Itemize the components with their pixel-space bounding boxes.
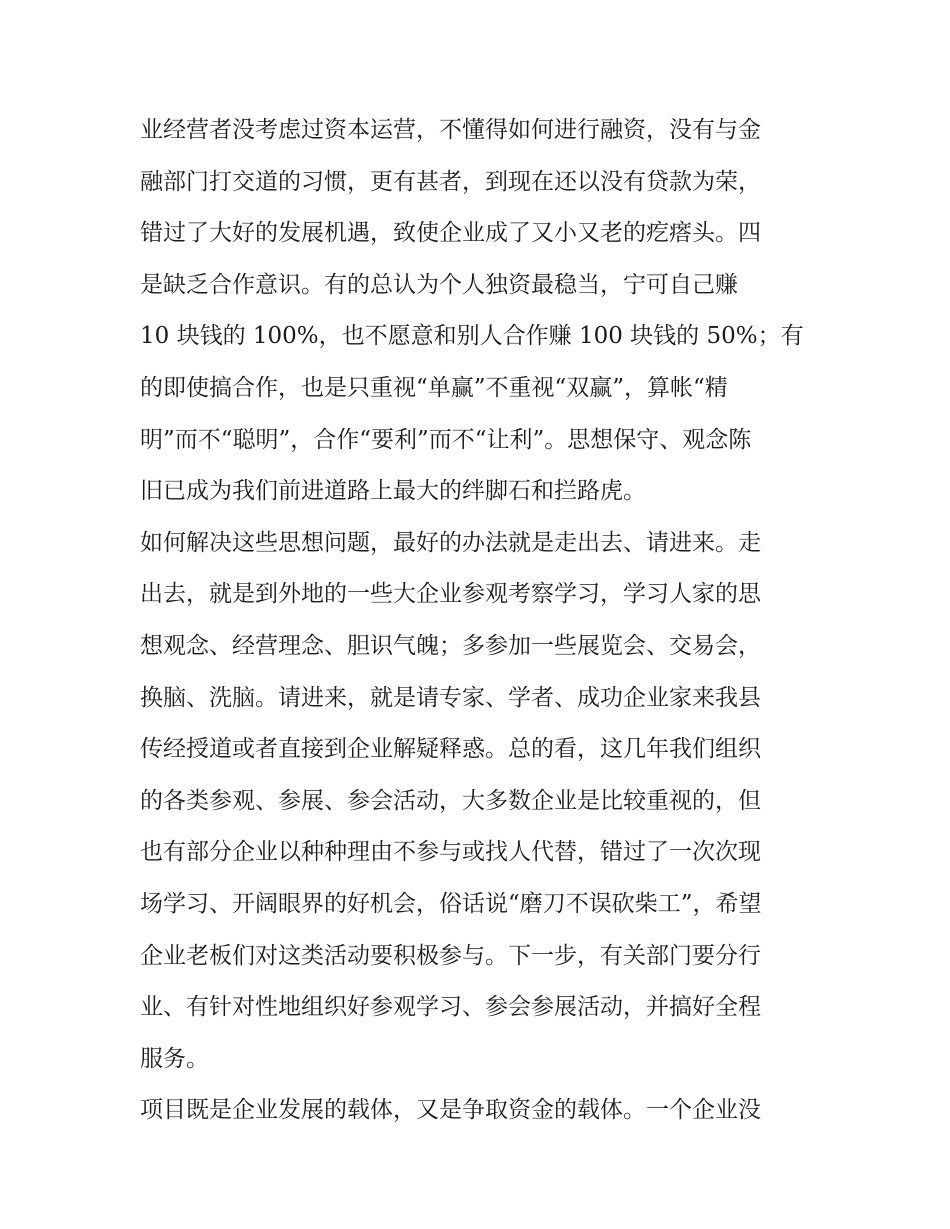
text-line: 10 块钱的 100%，也不愿意和别人合作赚 100 块钱的 50%；有	[140, 323, 804, 350]
text-line: 项目既是企业发展的载体，又是争取资金的载体。一个企业没	[140, 1097, 761, 1124]
text-line: 业、有针对性地组织好参观学习、参会参展活动，并搞好全程	[140, 994, 761, 1021]
text-line: 换脑、洗脑。请进来，就是请专家、学者、成功企业家来我县	[140, 684, 761, 711]
text-line: 企业老板们对这类活动要积极参与。下一步，有关部门要分行	[140, 942, 761, 969]
text-line: 传经授道或者直接到企业解疑释惑。总的看，这几年我们组织	[140, 736, 761, 763]
body-text	[140, 105, 820, 1137]
text-line: 想观念、经营理念、胆识气魄；多参加一些展览会、交易会，	[140, 632, 761, 659]
text-line: 是缺乏合作意识。有的总认为个人独资最稳当，宁可自己赚	[140, 271, 738, 298]
text-line: 服务。	[140, 1045, 209, 1072]
text-line: 错过了大好的发展机遇，致使企业成了又小又老的疙瘩头。四	[140, 220, 761, 247]
text-line: 明”而不“聪明”，合作“要利”而不“让利”。思想保守、观念陈	[140, 426, 752, 453]
text-line: 旧已成为我们前进道路上最大的绊脚石和拦路虎。	[140, 478, 646, 505]
text-line: 融部门打交道的习惯，更有甚者，到现在还以没有贷款为荣，	[140, 168, 761, 195]
text-line: 业经营者没考虑过资本运营，不懂得如何进行融资，没有与金	[140, 117, 761, 143]
text-line: 出去，就是到外地的一些大企业参观考察学习，学习人家的思	[140, 581, 761, 608]
text-line: 也有部分企业以种种理由不参与或找人代替，错过了一次次现	[140, 839, 761, 866]
text-line: 的各类参观、参展、参会活动，大多数企业是比较重视的，但	[140, 787, 761, 814]
text-line: 场学习、开阔眼界的好机会，俗话说“磨刀不误砍柴工”，希望	[140, 890, 762, 917]
text-line: 的即使搞合作，也是只重视“单赢”不重视“双赢”，算帐“精	[140, 374, 728, 401]
text-line: 如何解决这些思想问题，最好的办法就是走出去、请进来。走	[140, 529, 761, 556]
